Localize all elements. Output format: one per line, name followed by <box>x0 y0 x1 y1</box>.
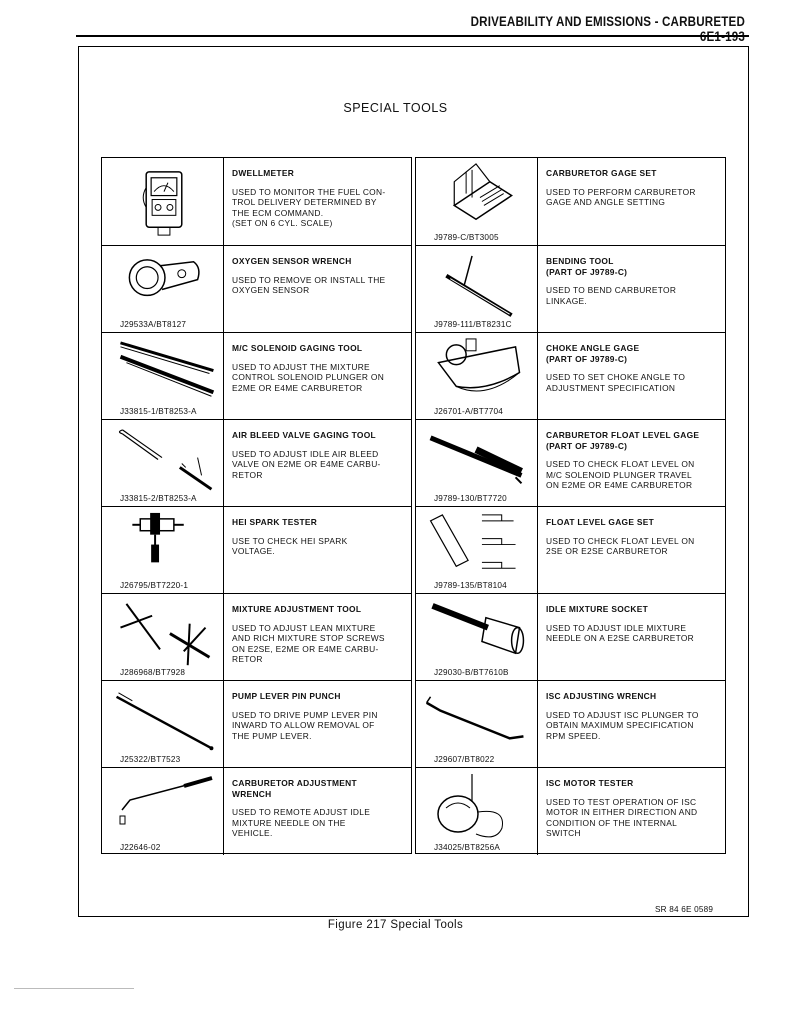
tool-image-cell <box>416 333 538 419</box>
tool-description: USED TO ADJUST ISC PLUNGER TO OBTAIN MAXIMUM SPECIFICATION RPM SPEED. <box>546 709 699 741</box>
tool-row <box>416 246 725 333</box>
tool-number: J26795/BT7220-1 <box>120 581 189 590</box>
tool-number: J33815-1/BT8253-A <box>120 407 197 416</box>
tool-image-cell <box>102 681 224 767</box>
tool-description: USED TO SET CHOKE ANGLE TO ADJUSTMENT SPECIFICATION <box>546 372 686 393</box>
tool-description: USED TO ADJUST LEAN MIXTURE AND RICH MIXTURE STOP SCREWS ON E2SE, E2ME OR E4ME CARBU- RETOR <box>232 622 385 664</box>
tool-image-cell <box>416 158 538 245</box>
page-header: DRIVEABILITY AND EMISSIONS - CARBURETED <box>470 14 745 29</box>
tool-row <box>102 768 411 855</box>
tool-image-cell <box>416 246 538 332</box>
isc-motor-tester-icon <box>416 768 537 855</box>
tool-text <box>546 604 721 644</box>
tool-description: USE TO CHECK HEI SPARK VOLTAGE. <box>232 535 348 556</box>
tool-text <box>232 778 407 839</box>
scan-line <box>14 988 134 989</box>
tool-description: USED TO DRIVE PUMP LEVER PIN INWARD TO ALLOW REMOVAL OF THE PUMP LEVER. <box>232 709 378 741</box>
tool-name: BENDING TOOL (PART OF J9789-C) <box>546 256 628 277</box>
tool-text <box>546 778 721 839</box>
tool-image-cell <box>102 333 224 419</box>
tool-row <box>416 681 725 768</box>
tool-text <box>232 517 407 557</box>
tool-description: USED TO CHECK FLOAT LEVEL ON 2SE OR E2SE CARBURETOR <box>546 535 695 556</box>
tool-name: CHOKE ANGLE GAGE (PART OF J9789-C) <box>546 343 640 364</box>
tool-number: J25322/BT7523 <box>120 755 181 764</box>
header-rule <box>76 35 749 37</box>
tool-name: CARBURETOR ADJUSTMENT WRENCH <box>232 778 357 799</box>
tool-number: J9789-111/BT8231C <box>434 320 512 329</box>
tool-text <box>546 430 721 491</box>
tool-number: J34025/BT8256A <box>434 843 501 852</box>
tool-name: ISC ADJUSTING WRENCH <box>546 691 657 701</box>
gage-set-case-icon <box>416 158 537 245</box>
figure-caption: Figure 217 Special Tools <box>327 919 464 931</box>
tools-table-left <box>101 157 412 854</box>
dwellmeter-icon <box>102 158 223 245</box>
tool-name: HEI SPARK TESTER <box>232 517 318 527</box>
tool-image-cell <box>102 594 224 680</box>
tool-row <box>102 507 411 594</box>
tool-description: USED TO ADJUST THE MIXTURE CONTROL SOLENOID PLUNGER ON E2ME OR E4ME CARBURETOR <box>232 361 385 393</box>
tool-text <box>546 517 721 557</box>
tool-number: J9789-135/BT8104 <box>434 581 507 590</box>
tool-row <box>102 158 411 246</box>
tool-name: MIXTURE ADJUSTMENT TOOL <box>232 604 362 614</box>
tool-text <box>232 604 407 665</box>
tool-description: USED TO TEST OPERATION OF ISC MOTOR IN EITHER DIRECTION AND CONDITION OF THE INTERNAL SWITCH <box>546 796 698 838</box>
tool-name: M/C SOLENOID GAGING TOOL <box>232 343 363 353</box>
tool-image-cell <box>102 246 224 332</box>
tool-description: USED TO PERFORM CARBURETOR GAGE AND ANGLE SETTING <box>546 186 696 207</box>
tool-image-cell <box>102 420 224 506</box>
tool-text <box>546 256 721 306</box>
tool-row <box>102 594 411 681</box>
tool-row <box>416 420 725 507</box>
tool-name: IDLE MIXTURE SOCKET <box>546 604 649 614</box>
reference-code: SR 84 6E 0589 <box>655 905 714 914</box>
tool-name: CARBURETOR GAGE SET <box>546 168 657 178</box>
tool-number: J29030-B/BT7610B <box>434 668 509 677</box>
tool-image-cell <box>416 681 538 767</box>
tool-number: J9789-C/BT3005 <box>434 233 499 242</box>
tool-row <box>102 333 411 420</box>
tool-description: USED TO CHECK FLOAT LEVEL ON M/C SOLENOID PLUNGER TRAVEL ON E2ME OR E4ME CARBURETOR <box>546 459 695 490</box>
tool-name: CARBURETOR FLOAT LEVEL GAGE (PART OF J9789-C) <box>546 430 700 451</box>
tool-number: J286968/BT7928 <box>120 668 186 677</box>
tool-name: DWELLMETER <box>232 168 295 178</box>
tool-description: USED TO BEND CARBURETOR LINKAGE. <box>546 285 677 306</box>
tool-row <box>416 333 725 420</box>
tools-table-right <box>415 157 726 854</box>
tool-number: J29607/BT8022 <box>434 755 495 764</box>
tool-text <box>546 691 721 741</box>
tool-image-cell <box>416 420 538 506</box>
adjustment-wrench-icon <box>102 768 223 855</box>
tool-description: USED TO ADJUST IDLE AIR BLEED VALVE ON E2ME OR E4ME CARBU- RETOR <box>232 448 381 480</box>
tool-name: PUMP LEVER PIN PUNCH <box>232 691 341 701</box>
tool-name: ISC MOTOR TESTER <box>546 778 634 788</box>
tool-text <box>546 168 721 208</box>
tool-image-cell <box>102 768 224 855</box>
tool-text <box>232 256 407 296</box>
tool-row <box>416 158 725 246</box>
tool-number: J29533A/BT8127 <box>120 320 187 329</box>
tool-row <box>102 681 411 768</box>
tool-text <box>546 343 721 393</box>
tool-name: AIR BLEED VALVE GAGING TOOL <box>232 430 376 440</box>
tool-name: FLOAT LEVEL GAGE SET <box>546 517 655 527</box>
tool-row <box>416 507 725 594</box>
tool-description: USED TO ADJUST IDLE MIXTURE NEEDLE ON A E2SE CARBURETOR <box>546 622 695 643</box>
tool-image-cell <box>102 507 224 593</box>
tool-number: J9789-130/BT7720 <box>434 494 507 503</box>
tool-text <box>232 691 407 741</box>
tool-image-cell <box>416 594 538 680</box>
tool-name: OXYGEN SENSOR WRENCH <box>232 256 352 266</box>
tool-number: J26701-A/BT7704 <box>434 407 503 416</box>
tool-row <box>416 768 725 855</box>
tool-number: J33815-2/BT8253-A <box>120 494 197 503</box>
tool-description: USED TO REMOTE ADJUST IDLE MIXTURE NEEDLE ON THE VEHICLE. <box>232 807 371 838</box>
tool-image-cell <box>416 768 538 855</box>
tool-row <box>102 420 411 507</box>
tool-row <box>102 246 411 333</box>
tool-image-cell <box>416 507 538 593</box>
tool-number: J22646-02 <box>120 843 161 852</box>
tool-image-cell <box>102 158 224 245</box>
page-title: SPECIAL TOOLS <box>343 101 448 115</box>
tool-text <box>232 168 407 229</box>
tool-description: USED TO REMOVE OR INSTALL THE OXYGEN SENSOR <box>232 274 386 295</box>
tool-row <box>416 594 725 681</box>
tool-text <box>232 343 407 393</box>
tool-description: USED TO MONITOR THE FUEL CON- TROL DELIVERY DETERMINED BY THE ECM COMMAND. (SET ON 6 CYL. SCALE) <box>232 186 386 228</box>
tool-text <box>232 430 407 480</box>
